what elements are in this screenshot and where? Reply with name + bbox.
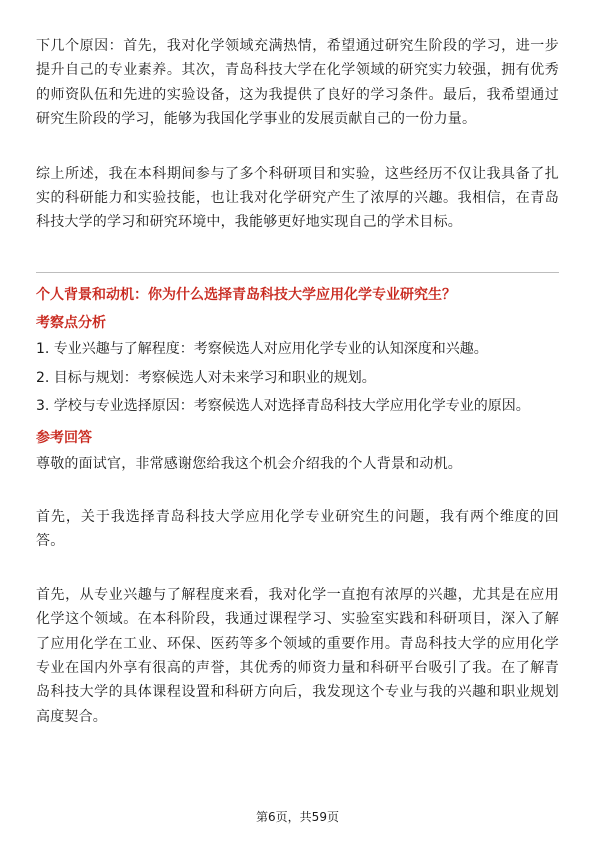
answer-label: 参考回答 (36, 429, 92, 446)
list-item: 3. 学校与专业选择原因：考察候选人对选择青岛科技大学应用化学专业的原因。 (36, 398, 530, 414)
page-number: 第6页，共59页 (256, 810, 339, 824)
section-divider (36, 272, 559, 273)
analysis-list (36, 335, 559, 421)
body-paragraph: 下几个原因：首先，我对化学领域充满热情，希望通过研究生阶段的学习，进一步提升自己的专业素养。其次，青岛科技大学在化学领域的研究实力较强，拥有优秀的师资队伍和先进的实验设备，这为我提供了良好的学习条件。最后，我希望通过研究生阶段的学习，能够为我国化学事业的发展贡献自己的一份力量。 (36, 38, 559, 128)
qa-section (36, 311, 559, 729)
analysis-label: 考察点分析 (36, 315, 106, 331)
answer-paragraph: 首先，从专业兴趣与了解程度来看，我对化学一直抱有浓厚的兴趣，尤其是在应用化学这个领域。在本科阶段，我通过课程学习、实验室实践和科研项目，深入了解了应用化学在工业、环保、医药等多个领域的重要作用。青岛科技大学的应用化学专业在国内外享有很高的声誉，其优秀的师资力量和科研平台吸引了我。在了解青岛科技大学的具体课程设置和科研方向后，我发现这个专业与我的兴趣和职业规划高度契合。 (36, 586, 559, 725)
body-paragraph: 综上所述，我在本科期间参与了多个科研项目和实验，这些经历不仅让我具备了扎实的科研能力和实验技能，也让我对化学研究产生了浓厚的兴趣。我相信，在青岛科技大学的学习和研究环境中，我能够更好地实现自己的学术目标。 (36, 165, 559, 231)
answer-paragraph: 尊敬的面试官，非常感谢您给我这个机会介绍我的个人背景和动机。 (36, 455, 462, 472)
top-section (36, 34, 559, 235)
answer-paragraph: 首先，关于我选择青岛科技大学应用化学专业研究生的问题，我有两个维度的回答。 (36, 508, 559, 550)
list-item: 2. 目标与规划：考察候选人对未来学习和职业的规划。 (36, 369, 376, 386)
question-heading: 个人背景和动机：你为什么选择青岛科技大学应用化学专业研究生？ (36, 287, 456, 303)
list-item: 1. 专业兴趣与了解程度：考察候选人对应用化学专业的认知深度和兴趣。 (36, 341, 488, 357)
